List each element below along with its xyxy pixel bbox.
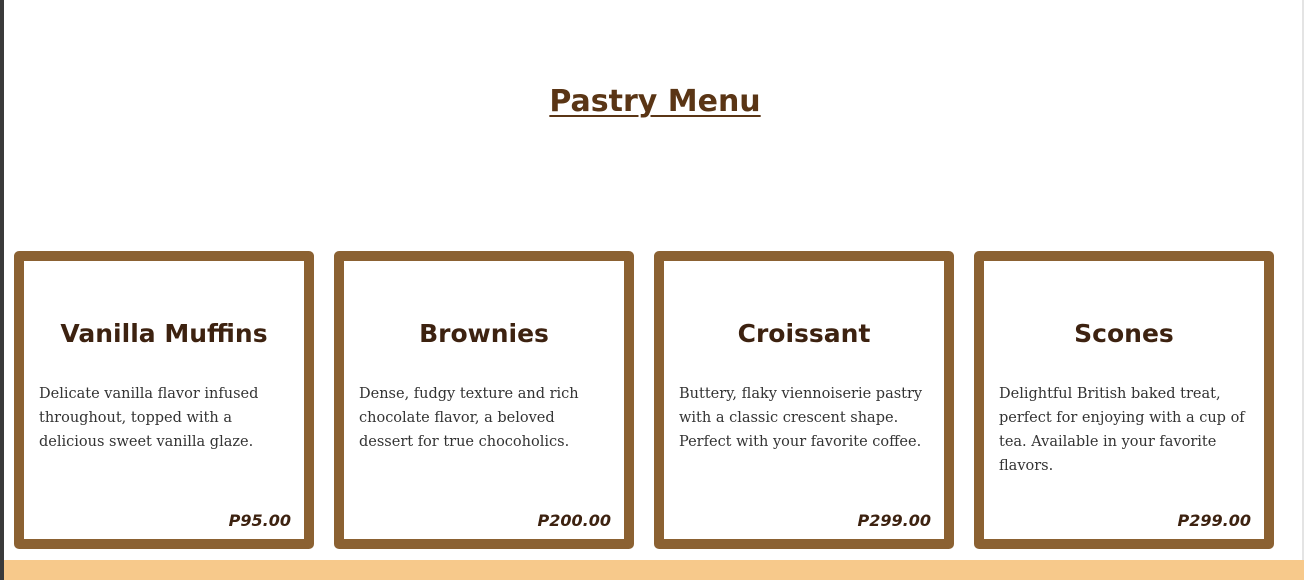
card-price: P200.00: [537, 511, 611, 530]
menu-card-croissant: [654, 251, 954, 549]
card-description: Buttery, flaky viennoiserie pastry with a classic crescent shape. Perfect with your favorite coffee.: [679, 386, 923, 450]
menu-card-vanilla-muffins: [14, 251, 314, 549]
card-price: P299.00: [1177, 511, 1251, 530]
page-title: Pastry Menu: [549, 84, 761, 119]
card-title: Croissant: [737, 319, 871, 348]
card-description: Delicate vanilla flavor infused throughout, topped with a delicious sweet vanilla glaze.: [39, 386, 259, 450]
card-title: Scones: [1074, 319, 1174, 348]
card-title: Vanilla Muffins: [60, 319, 268, 348]
card-title: Brownies: [419, 319, 549, 348]
menu-card-list: [14, 251, 1274, 549]
menu-card-scones: [974, 251, 1274, 549]
card-description: Dense, fudgy texture and rich chocolate flavor, a beloved dessert for true chocoholics.: [359, 386, 579, 450]
menu-card-brownies: [334, 251, 634, 549]
footer-bar: [4, 560, 1304, 580]
card-description: Delightful British baked treat, perfect for enjoying with a cup of tea. Available in your favorite flavors.: [999, 386, 1245, 474]
card-price: P299.00: [857, 511, 931, 530]
card-price: P95.00: [228, 511, 291, 530]
